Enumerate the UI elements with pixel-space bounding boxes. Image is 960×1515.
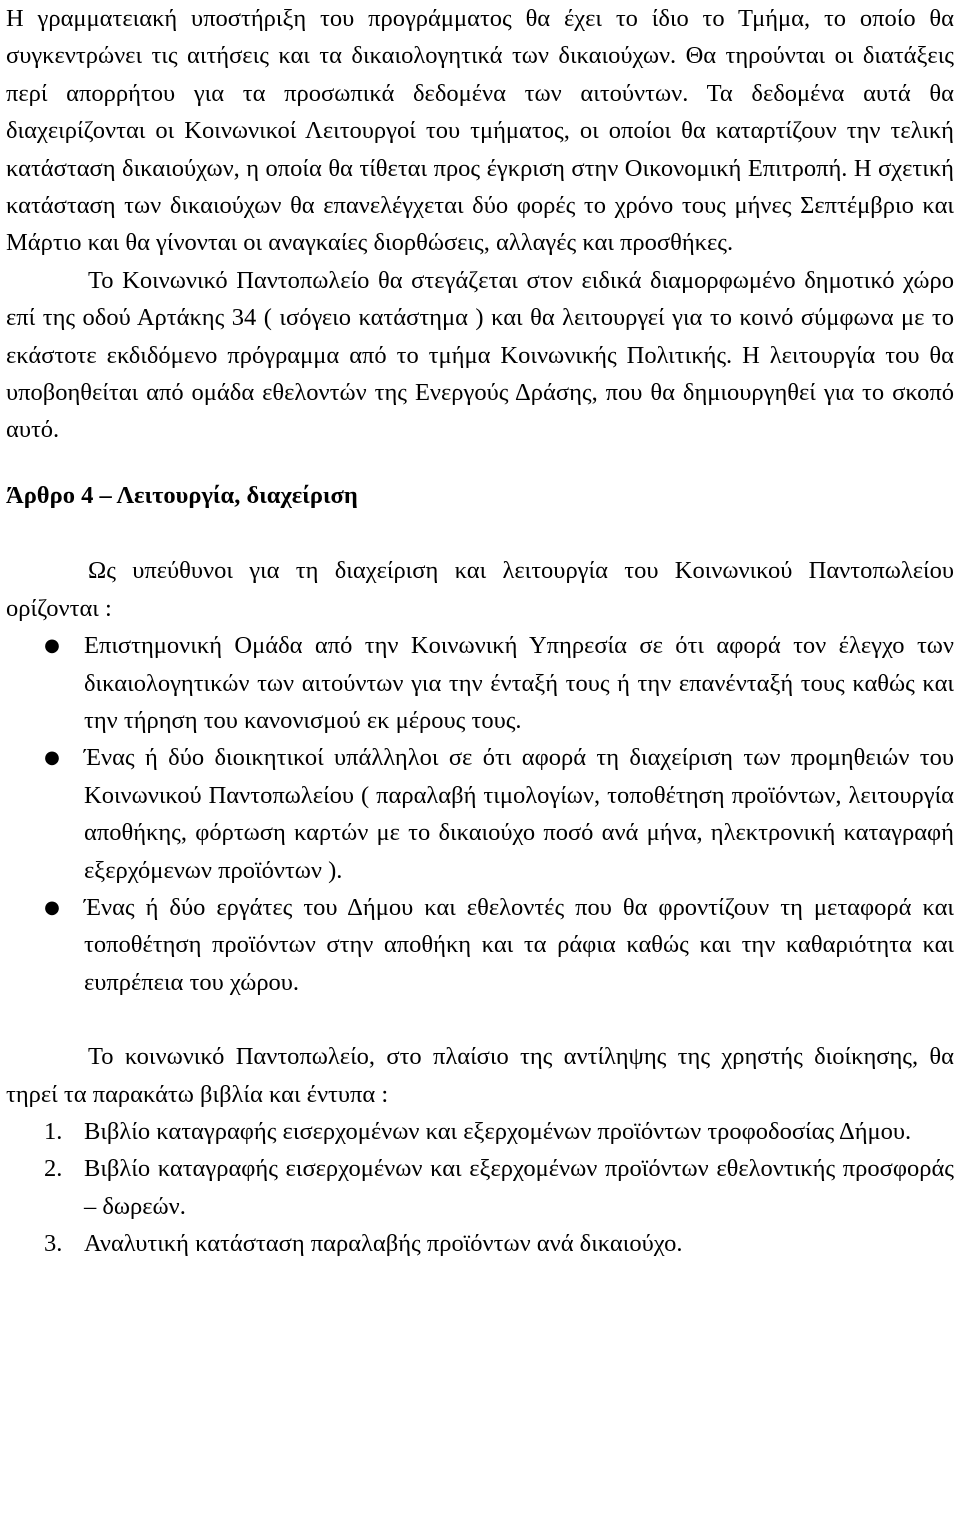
list-item (6, 1150, 954, 1225)
bullet-icon: ● (44, 896, 60, 918)
list-item-text: Βιβλίο καταγραφής εισερχομένων και εξερχομένων προϊόντων τροφοδοσίας Δήμου. (84, 1117, 912, 1145)
list-item (6, 1225, 954, 1262)
list-item-text: Βιβλίο καταγραφής εισερχομένων και εξερχομένων προϊόντων εθελοντικής προσφοράς – δωρεών. (84, 1155, 954, 1220)
bullet-icon: ● (44, 635, 60, 657)
document-page (6, 0, 954, 1263)
list-item (6, 739, 954, 889)
list-item-text: Ένας ή δύο διοικητικοί υπάλληλοι σε ότι αφορά τη διαχείριση των προμηθειών του Κοινωνικού Παντοπωλείου ( παραλαβή τιμολογίων, τοποθέτηση προϊόντων, λειτουργία αποθήκης, φόρτωση καρτών με το δικαιούχο ποσό ανά μήνα, ηλεκτρονική καταγραφή εξερχόμενων προϊόντων ). (84, 744, 954, 884)
bullet-icon: ● (44, 747, 60, 769)
books-list (6, 1113, 954, 1263)
list-item (6, 627, 954, 739)
list-item-text: Επιστημονική Ομάδα από την Κοινωνική Υπηρεσία σε ότι αφορά τον έλεγχο των δικαιολογητικών των αιτούντων για την ένταξή τους ή την επανένταξή τους καθώς και την τήρηση του κανονισμού εκ μέρους τους. (84, 632, 954, 734)
article-heading: Άρθρο 4 – Λειτουργία, διαχείριση (6, 481, 358, 509)
list-number: 2. (44, 1155, 63, 1183)
spacer (6, 514, 954, 552)
list-number: 1. (44, 1117, 63, 1145)
spacer (6, 449, 954, 477)
paragraph-secretarial-support: Η γραμματειακή υποστήριξη του προγράμματος θα έχει το ίδιο το Τμήμα, το οποίο θα συγκεντρώνει τις αιτήσεις και τα δικαιολογητικά των δικαιούχων. Θα τηρούνται οι διατάξεις περί απορρήτου για τα προσωπικά δεδομένα των αιτούντων. Τα δεδομένα αυτά θα διαχειρίζονται οι Κοινωνικοί Λειτουργοί του τμήματος, οι οποίοι θα καταρτίζουν την τελική κατάσταση δικαιούχων, η οποία θα τίθεται προς έγκριση στην Οικονομική Επιτροπή. Η σχετική κατάσταση των δικαιούχων θα επανελέγχεται δύο φορές το χρόνο τους μήνες Σεπτέμβριο και Μάρτιο και θα γίνονται οι αναγκαίες διορθώσεις, αλλαγές και προσθήκες. (6, 5, 954, 257)
responsible-list (6, 627, 954, 1001)
paragraph-location: Το Κοινωνικό Παντοπωλείο θα στεγάζεται στον ειδικά διαμορφωμένο δημοτικό χώρο επί της οδού Αρτάκης 34 ( ισόγειο κατάστημα ) και θα λειτουργεί για το κοινό σύμφωνα με το εκάστοτε εκδιδόμενο πρόγραμμα από το τμήμα Κοινωνικής Πολιτικής. Η λειτουργία του θα υποβοηθείται από ομάδα εθελοντών της Ενεργούς Δράσης, που θα δημιουργηθεί για το σκοπό αυτό. (6, 266, 954, 444)
list-number: 3. (44, 1230, 63, 1258)
spacer (6, 1001, 954, 1038)
paragraph-responsible-intro: Ως υπεύθυνοι για τη διαχείριση και λειτουργία του Κοινωνικού Παντοπωλείου ορίζονται : (6, 557, 954, 622)
list-item-text: Αναλυτική κατάσταση παραλαβής προϊόντων ανά δικαιούχο. (84, 1230, 683, 1258)
paragraph-books-intro: Το κοινωνικό Παντοπωλείο, στο πλαίσιο της αντίληψης της χρηστής διοίκησης, θα τηρεί τα παρακάτω βιβλία και έντυπα : (6, 1043, 954, 1108)
list-item (6, 1113, 954, 1150)
list-item (6, 889, 954, 1001)
list-item-text: Ένας ή δύο εργάτες του Δήμου και εθελοντές που θα φροντίζουν τη μεταφορά και τοποθέτηση προϊόντων στην αποθήκη και τα ράφια καθώς και την καθαριότητα και ευπρέπεια του χώρου. (84, 893, 954, 996)
